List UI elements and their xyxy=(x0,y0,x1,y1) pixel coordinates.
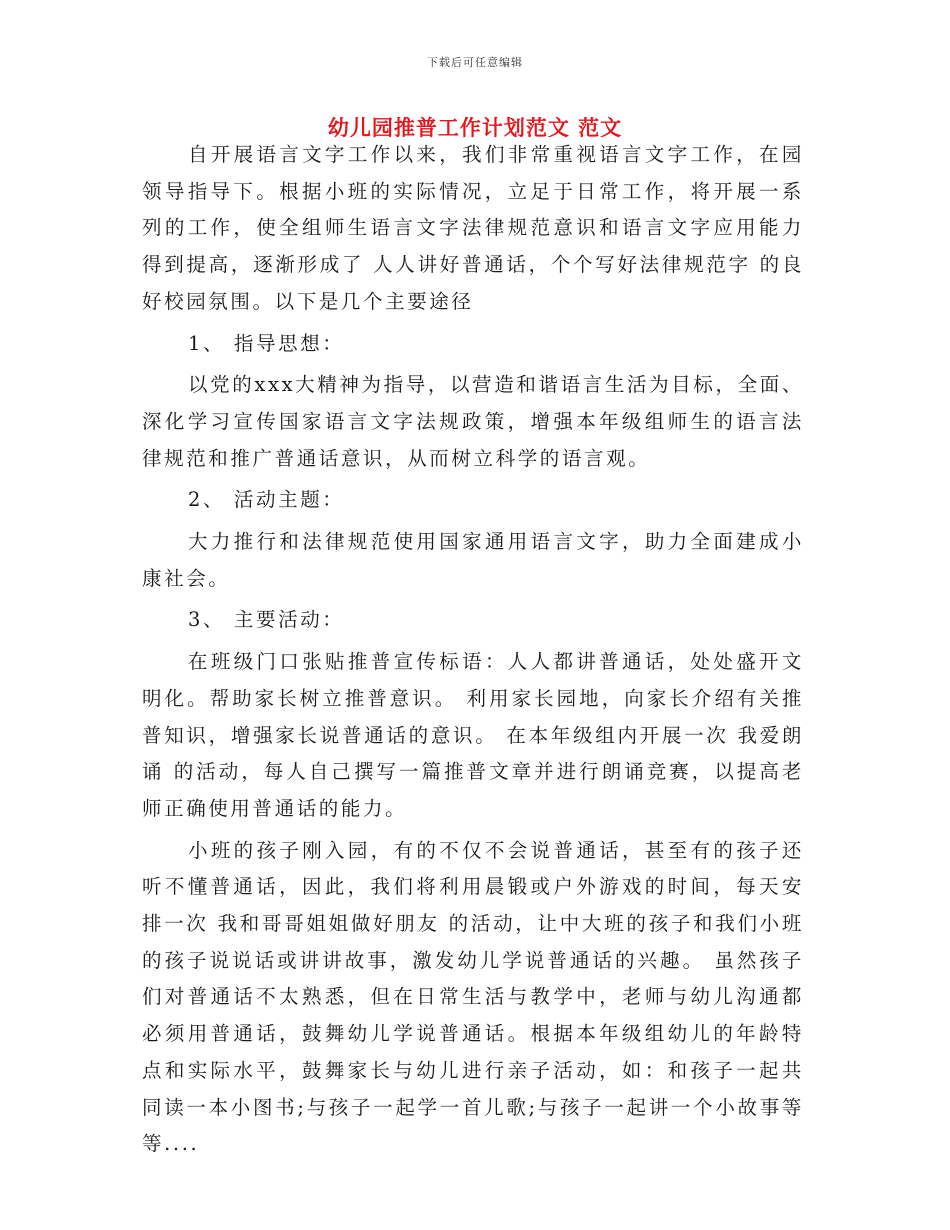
heading-guiding-ideology: 1、 指导思想： xyxy=(188,331,345,355)
heading-activity-theme: 2、 活动主题： xyxy=(188,488,345,512)
paragraph-intro: 自开展语言文字工作以来，我们非常重视语言文字工作，在园领导指导下。根据小班的实际情况，立足于日常工作，将开展一系列的工作，使全组师生语言文字法律规范意识和语言文字应用能力得到提高，逐渐形成了 人人讲好普通话，个个写好法律规范字 的良好校园氛围。以下是几个主要途径 xyxy=(142,143,804,313)
document-body xyxy=(142,137,804,1163)
document-title: 幼儿园推普工作计划范文 范文 xyxy=(327,115,623,140)
paragraph-activity-theme: 大力推行和法律规范使用国家通用语言文字，助力全面建成小康社会。 xyxy=(142,530,804,590)
paragraph-small-class: 小班的孩子刚入园，有的不仅不会说普通话，甚至有的孩子还听不懂普通话，因此，我们将利用晨锻或户外游戏的时间，每天安排一次 我和哥哥姐姐做好朋友 的活动，让中大班的孩子和我们小班的孩子说说话或讲讲故事，激发幼儿学说普通话的兴趣。 虽然孩子们对普通话不太熟悉，但在日常生活与教学中，老师与幼儿沟通都必须用普通话，鼓舞幼儿学说普通话。根据本年级组幼儿的年龄特点和实际水平，鼓舞家长与幼儿进行亲子活动，如：和孩子一起共同读一本小图书;与孩子一起学一首儿歌;与孩子一起讲一个小故事等等.... xyxy=(142,838,804,1156)
header-note: 下载后可任意编辑 xyxy=(427,56,523,69)
paragraph-guiding-ideology: 以党的xxx大精神为指导，以营造和谐语言生活为目标，全面、深化学习宣传国家语言文字法规政策，增强本年级组师生的语言法律规范和推广普通话意识，从而树立科学的语言观。 xyxy=(142,373,804,470)
paragraph-main-activities: 在班级门口张贴推普宣传标语：人人都讲普通话，处处盛开文明化。帮助家长树立推普意识。 利用家长园地，向家长介绍有关推普知识，增强家长说普通话的意识。 在本年级组内开展一次 我爱朗诵 的活动，每人自己撰写一篇推普文章并进行朗诵竞赛，以提高老师正确使用普通话的能力。 xyxy=(142,650,804,820)
heading-main-activities: 3、 主要活动： xyxy=(188,608,345,632)
